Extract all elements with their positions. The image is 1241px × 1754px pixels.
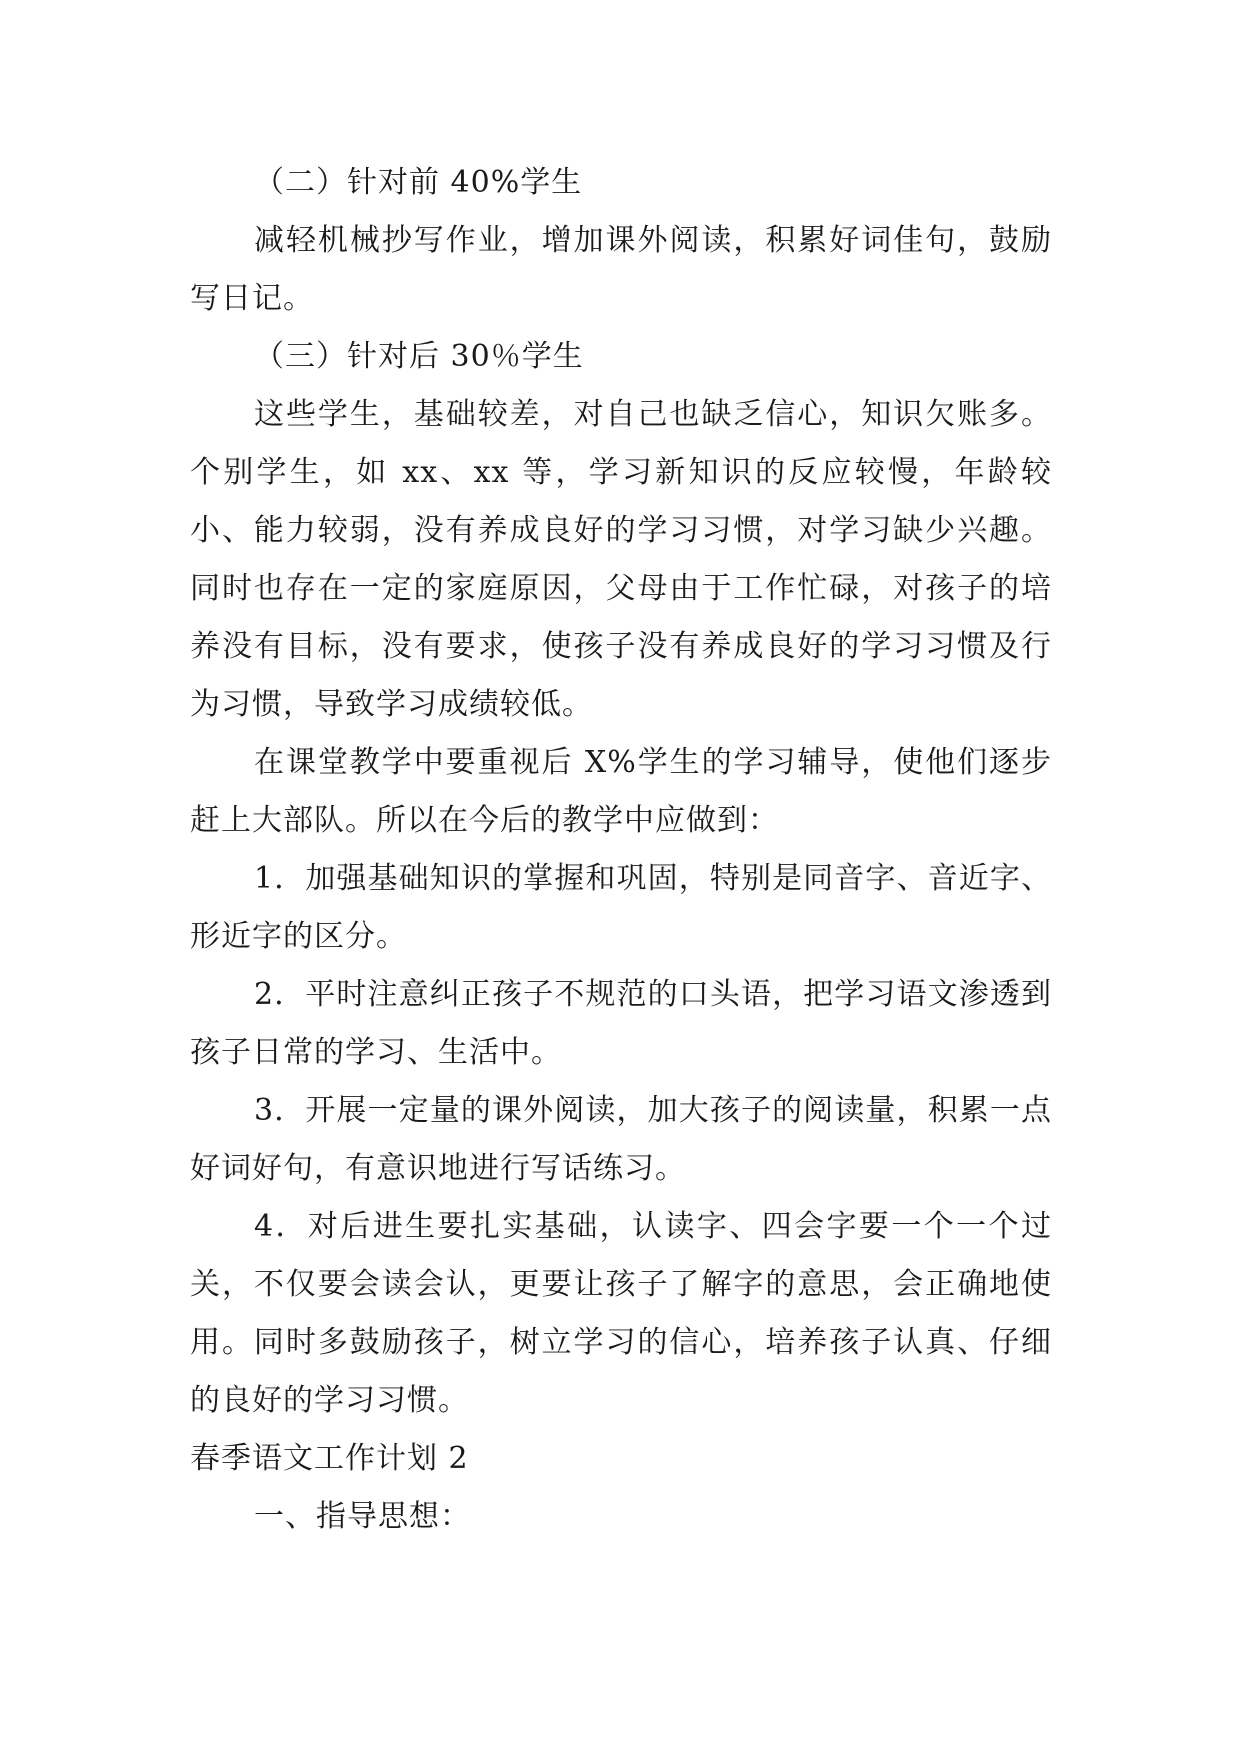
section-heading-bottom-30: （三）针对后 30％学生	[254, 339, 584, 374]
paragraph-classroom-focus: 在课堂教学中要重视后 X%学生的学习辅导，使他们逐步赶上大部队。所以在今后的教学中应做到：	[190, 745, 1052, 838]
paragraph-top-40-measures: 减轻机械抄写作业，增加课外阅读，积累好词佳句，鼓励写日记。	[190, 223, 1052, 316]
paragraph-bottom-30-analysis: 这些学生，基础较差，对自己也缺乏信心，知识欠账多。个别学生，如 xx、xx 等，学习新知识的反应较慢，年龄较小、能力较弱，没有养成良好的学习习惯，对学习缺少兴趣。同时也存在一定的家庭原因，父母由于工作忙碌，对孩子的培养没有目标，没有要求，使孩子没有养成良好的学习习惯及行为习惯，导致学习成绩较低。	[190, 397, 1052, 722]
list-item-3: 3．开展一定量的课外阅读，加大孩子的阅读量，积累一点好词好句，有意识地进行写话练习。	[190, 1093, 1052, 1186]
list-item-1: 1．加强基础知识的掌握和巩固，特别是同音字、音近字、形近字的区分。	[190, 861, 1052, 954]
section-heading-guiding-principle: 一、指导思想：	[254, 1499, 471, 1534]
section-heading-top-40: （二）针对前 40%学生	[254, 165, 583, 200]
document-title-plan-2: 春季语文工作计划 2	[190, 1441, 469, 1476]
document-body	[190, 154, 1052, 1546]
list-item-2: 2．平时注意纠正孩子不规范的口头语，把学习语文渗透到孩子日常的学习、生活中。	[190, 977, 1052, 1070]
list-item-4: 4．对后进生要扎实基础，认读字、四会字要一个一个过关，不仅要会读会认，更要让孩子了解字的意思，会正确地使用。同时多鼓励孩子，树立学习的信心，培养孩子认真、仔细的良好的学习习惯。	[190, 1209, 1052, 1418]
